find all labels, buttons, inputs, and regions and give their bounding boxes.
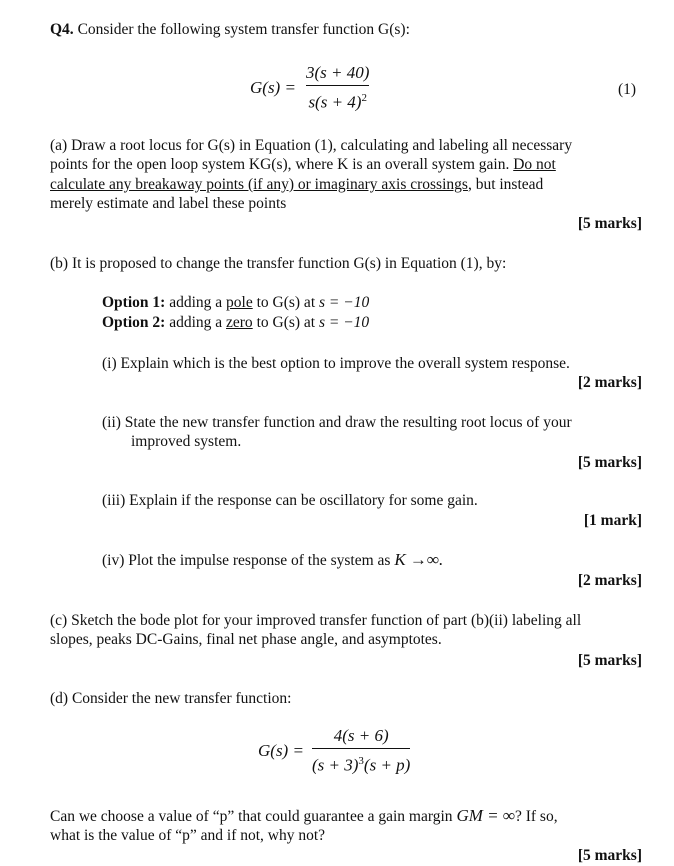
part-b-ii-line1: (ii) State the new transfer function and draw the resulting root locus of your	[102, 414, 572, 431]
part-c-line2: slopes, peaks DC-Gains, final net phase angle, and asymptotes.	[50, 631, 442, 648]
option-1-label: Option 1:	[102, 294, 166, 311]
eq1-numerator: 3(s + 40)	[306, 63, 370, 82]
eq2-denominator	[312, 750, 410, 777]
option-1-pre: adding a	[165, 294, 227, 311]
part-d-question-line2: what is the value of “p” and if not, why not?	[50, 827, 326, 844]
eq1-den-exponent: 2	[361, 92, 367, 104]
part-d-intro: (d) Consider the new transfer function:	[50, 690, 292, 707]
part-a-line3	[50, 175, 543, 194]
part-a-line3-text: , but instead	[467, 176, 544, 193]
part-b-ii-marks: [5 marks]	[577, 454, 642, 471]
question-header	[50, 20, 410, 39]
option-2-word: zero	[226, 314, 253, 331]
option-1	[102, 293, 369, 312]
part-b-iii-marks: [1 mark]	[583, 512, 642, 529]
eq2-lhs: G(s) =	[258, 741, 304, 760]
eq2-den-b: (s + p)	[363, 755, 411, 775]
eq1-fraction	[306, 62, 369, 114]
part-b-iii: (iii) Explain if the response can be oscillatory for some gain.	[102, 492, 478, 509]
eq1-number: (1)	[618, 81, 637, 98]
part-b-iv	[102, 550, 443, 570]
part-b-i: (i) Explain which is the best option to improve the overall system response.	[102, 355, 570, 372]
part-b-ii-line2: improved system.	[131, 433, 242, 450]
part-b-iv-marks: [2 marks]	[577, 572, 642, 589]
part-a-underlined-2: calculate any breakaway points (if any) or imaginary axis crossings	[50, 176, 468, 193]
eq1-lhs: G(s) =	[250, 78, 296, 97]
eq2-fraction	[312, 725, 410, 777]
eq2-fraction-bar	[312, 748, 410, 749]
eq2-den-exponent: 3	[358, 755, 364, 767]
part-a-line1: (a) Draw a root locus for G(s) in Equation (1), calculating and labeling all necessary	[50, 137, 573, 154]
option-2	[102, 313, 369, 332]
part-a-marks: [5 marks]	[577, 215, 642, 232]
part-b-iv-text: (iv) Plot the impulse response of the system as	[102, 552, 395, 569]
part-c-line1: (c) Sketch the bode plot for your improved transfer function of part (b)(ii) labeling all	[50, 612, 582, 629]
part-d-q1-math: GM = ∞	[456, 806, 515, 825]
eq1-fraction-bar	[306, 85, 369, 86]
question-intro: Consider the following system transfer function G(s):	[77, 21, 410, 38]
part-d-marks: [5 marks]	[577, 847, 642, 864]
part-a-line2	[50, 155, 556, 174]
eq2-den-a: (s + 3)	[312, 755, 359, 775]
option-2-pre: adding a	[165, 314, 227, 331]
eq2-numerator: 4(s + 6)	[333, 726, 389, 745]
part-a-line4: merely estimate and label these points	[50, 195, 287, 212]
part-b-intro: (b) It is proposed to change the transfer function G(s) in Equation (1), by:	[50, 255, 507, 272]
eq1-denominator	[308, 87, 367, 114]
option-1-math: s = −10	[319, 294, 370, 311]
option-1-post: to G(s) at	[252, 294, 319, 311]
option-2-math: s = −10	[318, 314, 370, 331]
question-number: Q4.	[50, 21, 74, 38]
part-a-underlined-1: Do not	[513, 156, 556, 173]
part-b-i-marks: [2 marks]	[577, 374, 642, 391]
part-c-marks: [5 marks]	[577, 652, 642, 669]
part-d-question-line1	[50, 806, 558, 826]
option-2-label: Option 2:	[102, 314, 166, 331]
part-d-q1-text: Can we choose a value of “p” that could guarantee a gain margin	[50, 808, 457, 825]
eq1-den-base: s(s + 4)	[308, 92, 362, 112]
part-b-iv-math: K →∞.	[394, 550, 444, 569]
part-a-line2-text: points for the open loop system KG(s), where K is an overall system gain.	[50, 156, 514, 173]
option-1-word: pole	[226, 294, 253, 311]
option-2-post: to G(s) at	[252, 314, 319, 331]
part-d-q1-tail: ? If so,	[514, 808, 558, 825]
